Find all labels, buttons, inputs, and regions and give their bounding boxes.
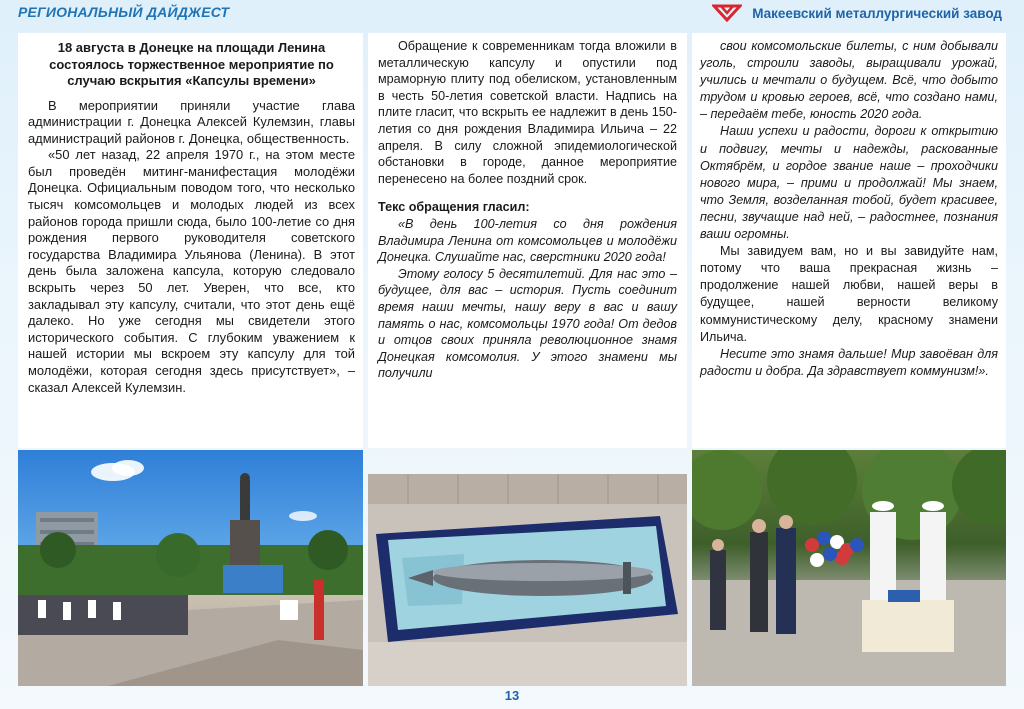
page-header: [0, 0, 1024, 28]
appeal-paragraph: Этому голосу 5 десятилетий. Для нас это – будущее, для вас – история. Пусть соединит время наши мечты, нашу веру в вас и вашу память о нас, комсомольцы 1970 года! От дедов и отцов своих приняла революционное знамя Донецкая комсомолия. У этого знамени мы получили: [378, 266, 677, 381]
appeal-paragraph: свои комсомольские билеты, с ним добывали уголь, строили заводы, выращивали урожай, учились и мечтали о будущем. Всё, что добыто трудом и кровью героев, всё, что создано нами, – передаём тебе, юность 2020 года.: [700, 39, 998, 122]
brand-name: Макеевский металлургический завод: [752, 5, 1002, 21]
appeal-paragraph: Наши успехи и радости, дороги к открытию и подвигу, мечты и надежды, раскованные Октябрём, и гордое звание наше – проходчики нового мира, – прими и продолжай! Мы знаем, что Земля, возделанная тобой, будет красивее, песни, звучащие над ней, – радостнее, познания ваши огромны.: [700, 124, 998, 242]
appeal-paragraph: Несите это знамя дальше! Мир завоёван для радости и добра. Да здравствует коммунизм!».: [700, 346, 998, 378]
photo-lenin-square: [18, 450, 363, 686]
paragraph: «50 лет назад, 22 апреля 1970 г., на этом месте был проведён митинг-манифестация молодёжи Донецка. Официальным поводом того, что несколько тысяч комсомольцев и молодых людей из всех районов города пришли сюда, было 100-летие со дня рождения первого руководителя советского государства Владимира Ульянова (Ленина). В этот день была заложена капсула, которую следовало вскрыть через 50 лет. Уверен, что все, кто закладывал эту капсулу, считали, что этот день ещё далеко. Но уже сегодня мы свидетели этого исторического события. С глубоким уважением к нашей истории мы вскроем эту капсулу для той молодёжи, которая сегодня здесь присутствует», – сказал Алексей Кулемзин.: [28, 147, 355, 395]
photo-ceremony: [692, 450, 1006, 686]
brand: [712, 4, 1002, 22]
appeal-paragraph: «В день 100-летия со дня рождения Владимира Ленина от комсомольцев и молодёжи Донецка. Слушайте нас, сверстники 2020 года!: [378, 216, 677, 265]
page-number: 13: [504, 688, 520, 703]
article-column-2: [368, 33, 687, 448]
plant-logo-icon: [712, 4, 742, 22]
article-column-3: [692, 33, 1006, 448]
article-headline: 18 августа в Донецке на площади Ленина состоялось торжественное мероприятие по случаю вскрытия «Капсулы времени»: [49, 40, 334, 88]
photo-time-capsule: [368, 474, 687, 686]
paragraph: В мероприятии приняли участие глава администрации г. Донецка Алексей Кулемзин, главы администраций районов г. Донецка, общественность.: [28, 97, 355, 146]
appeal-subheading: Текс обращения гласил:: [378, 200, 530, 215]
paragraph: Обращение к современникам тогда вложили в металлическую капсулу и опустили под мраморную плиту под обелиском, установленным в честь 50-летия советской власти. Надпись на плите гласит, что вскрыть ее надлежит в день 150-летия со дня рождения Владимира Ильича – 22 апреля. В силу сложной эпидемиологической обстановки в городе, данное мероприятие перенесено на более поздний срок.: [378, 39, 677, 186]
appeal-paragraph: Мы завидуем вам, но и вы завидуйте нам, потому что ваша прекрасная жизнь – продолжение нашей любви, нашей веры в будущее, нашей верности великому коммунистическому делу, красному знамени Ильича.: [700, 244, 998, 344]
article-column-1: [18, 33, 363, 448]
section-title: РЕГИОНАЛЬНЫЙ ДАЙДЖЕСТ: [18, 4, 230, 20]
